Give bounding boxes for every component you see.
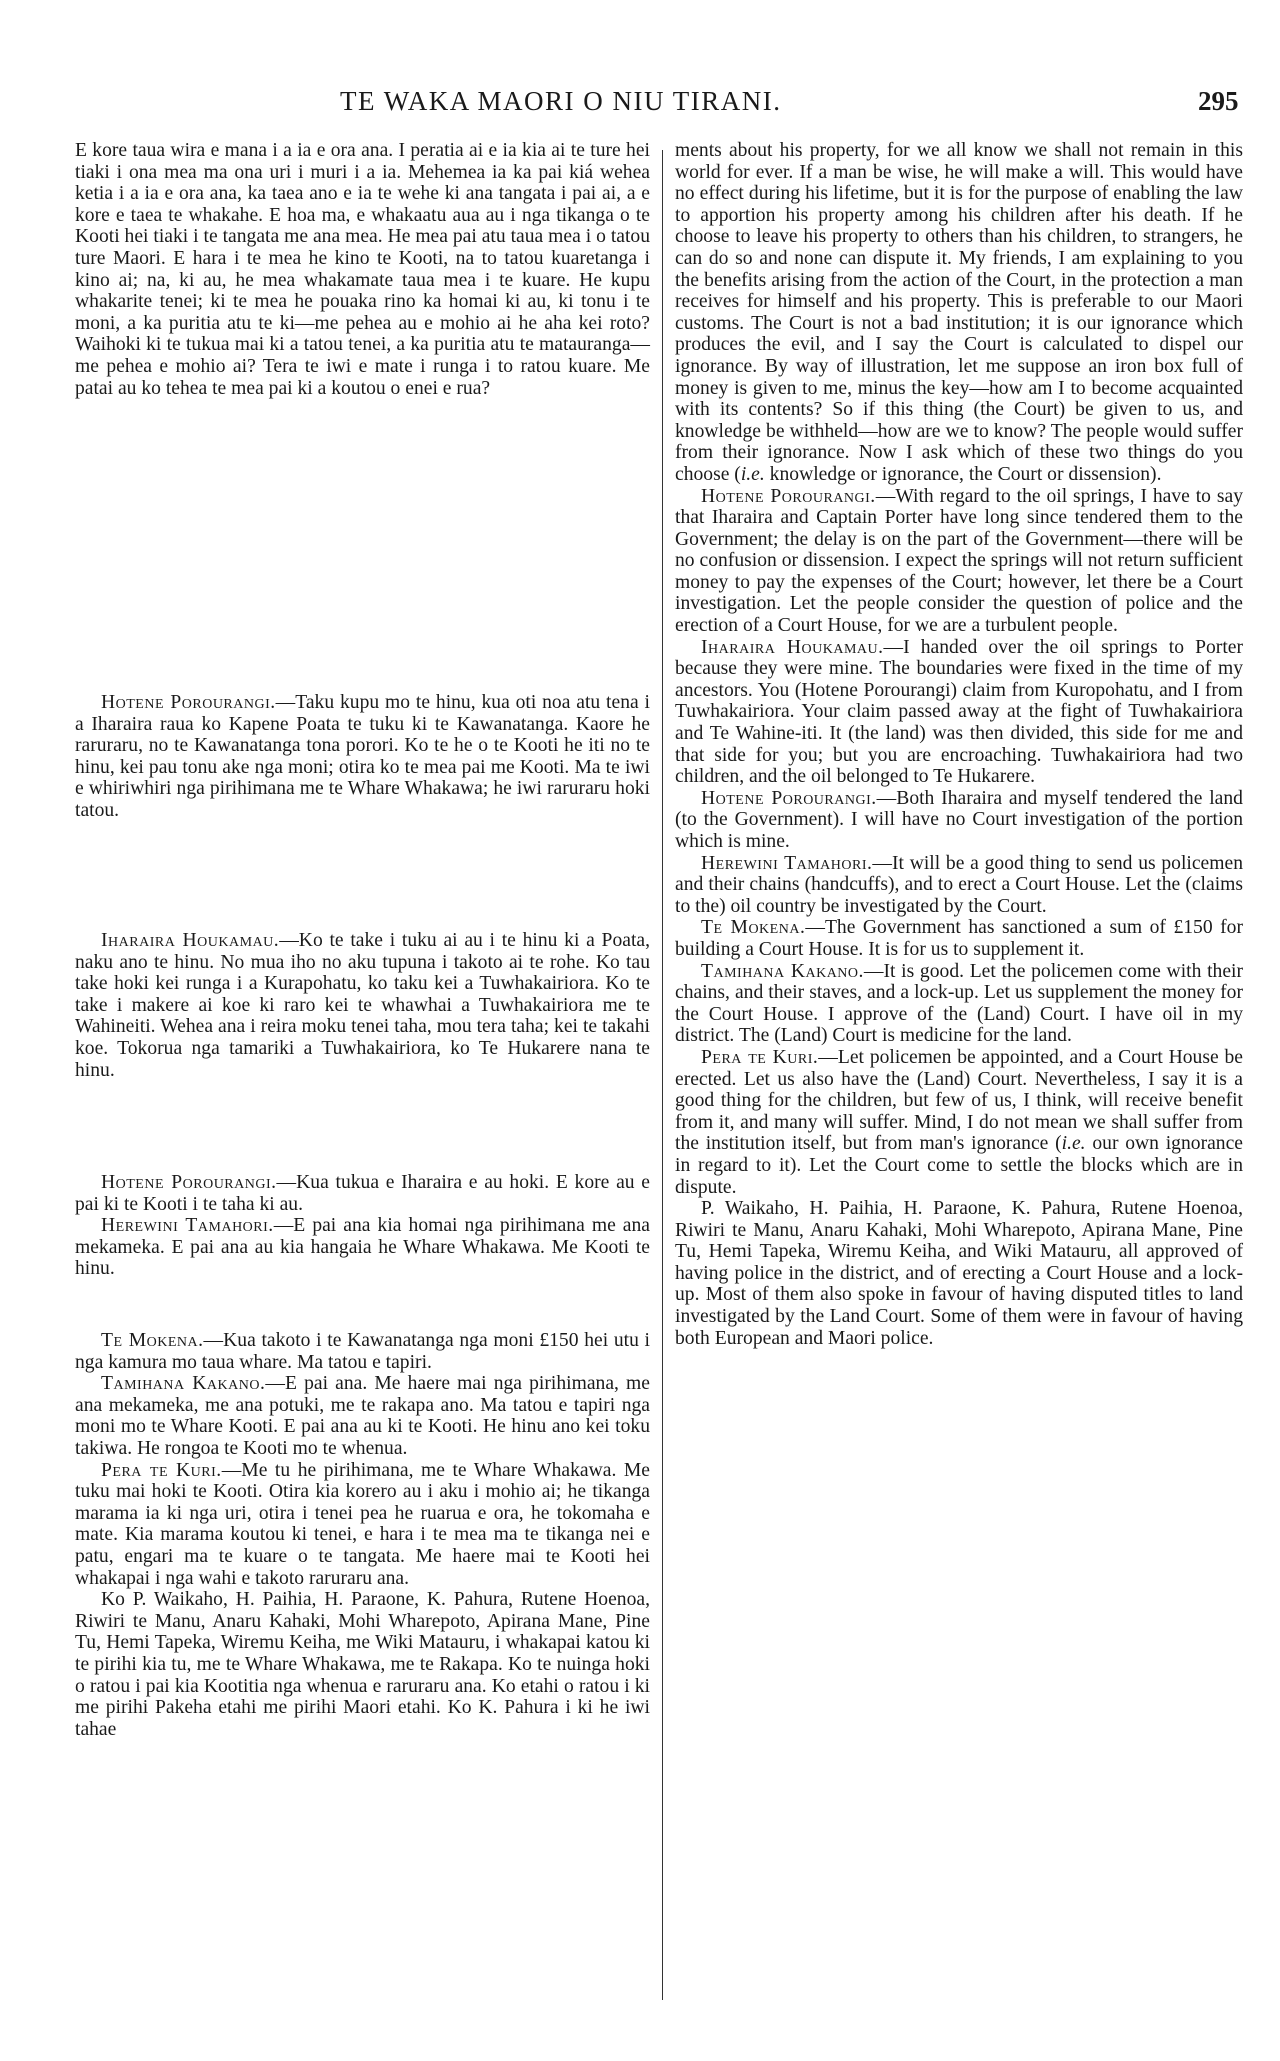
paragraph-text: —With regard to the oil springs, I have to say that Iharaira and Captain Porter have long since tendered them to the Government; the delay is on the part of the Government—there will be no confusion or dissension. I expect the springs will not return sufficient money to pay the expenses of the Court; however, let there be a Court investigation. Let the people consider the question of police and the erection of a Court House, for we are a turbulent people.: [675, 485, 1243, 637]
left-column-maori: [75, 140, 650, 2010]
page-header: [0, 86, 1280, 126]
paragraph-text: —Ko te take i tuku ai au i te hinu ki a Poata, naku ano te hinu. No mua iho no aku tupuna i takoto ai te rohe. Ko tau take hoki kei runga i a Kurapohatu, ko taku kei a Tuwhakairiora. Ko te take i makere ai koe ki raro kei te whawhai a Tuwhakairiora me te Wahineiti. Wehea ana i reira moku tenei taha, mou tera taha; kei te takahi koe. Tokorua nga tamariki a Tuwhakairiora, ko Te Hukarere nana te hinu.: [75, 930, 650, 1081]
paragraph-text: E kore taua wira e mana i a ia e ora ana. I peratia ai e ia kia ai te ture hei tiaki i ona mea ma ona uri i muri i a ia. Mehemea ia ka pai kiá wehea ketia i a ia e ora ana, ka taea ano e ia te wehe ki ana tangata i pai ai, a e kore e taea te whakahe. E hoa ma, e whakaatu aua au i nga tikanga o te Kooti hei tiaki i te tangata me ana mea. He mea pai atu taua mea i o tatou ture Maori. E hara i te mea he kino te Kooti, na to tatou kuaretanga i kino ai; na, ki au, he mea whakamate taua mea i te kuare. He kupu whakarite tenei; ki te mea he pouaka rino ka homai ki au, ki tonu i te moni, a ka puritia atu te ki—me pehea au e mohio ai he aha kei roto? Waihoki ki te tukua mai ki a tatou tenei, a ka puritia atu te matauranga—me pehea e mohio ai? Tera te iwi e mate i runga i to ratou kuare. Me patai au ko tehea te mea pai ki a koutou o enei e rua?: [75, 140, 650, 399]
speaker-name: Tamihana Kakano.: [701, 960, 864, 982]
paragraph-text: our own ignorance in regard to it). Let the Court come to settle the blocks which are in dispute.: [675, 1133, 1243, 1198]
column-divider: [662, 150, 663, 2000]
paragraph: [675, 853, 1243, 918]
speaker-name: Iharaira Houkamau.: [701, 636, 884, 658]
paragraph: [675, 1047, 1243, 1198]
paragraph: [75, 1172, 650, 1280]
paragraph-text: Ko P. Waikaho, H. Paihia, H. Paraone, K. Pahura, Rutene Hoenoa, Riwiri te Manu, Anaru Kahaki, Mohi Wharepoto, Apirana Mane, Pine Tu, Hemi Tapeka, Wiremu Keiha, me Wiki Matauru, i whakapai katou ki te pirihi kia tu, me te Whare Whakawa, me te Rakapa. Ko te nuinga hoki o ratou i pai kia Kootitia nga whenua e raruraru ana. Ko etahi o ratou i ki me pirihi Pakeha etahi me pirihi Maori etahi. Ko K. Pahura i ki he iwi tahae: [75, 1589, 650, 1740]
page-number: 295: [1198, 86, 1239, 116]
paragraph-text: —Both Iharaira and myself tendered the land (to the Government). I will have no Court investigation of the portion which is mine.: [675, 787, 1243, 852]
speaker-name: Pera te Kuri.: [701, 1046, 819, 1068]
speaker-name: Hotene Porourangi.: [101, 1172, 277, 1193]
paragraph-text: —Me tu he pirihimana, me te Whare Whakawa. Me tuku mai hoki te Kooti. Otira kia korero au i aku i mohio ai; he tikanga marama ia ki nga uri, otira i tenei pea he ruarua e ora, he tokomaha e mate. Kia marama koutou ki tenei, e hara i te mea ma te tikanga nei e patu, engari ma te kuare o te tangata. Me haere mai te Kooti hei whakapai i nga wahi e takoto raruraru ana.: [75, 1459, 650, 1589]
paragraph: [75, 692, 650, 822]
italic-text: i.e.: [1061, 1133, 1086, 1155]
paragraph-text: knowledge or ignorance, the Court or dissension).: [764, 463, 1162, 485]
paragraph-text: —Let policemen be appointed, and a Court House be erected. Let us also have the (Land) Court. Nevertheless, I say it is a good thing for the children, but few of us, I think, will receive benefit from it, and many will suffer. Mind, I do not mean we shall suffer from the institution itself, but from man's ignorance (: [675, 1046, 1243, 1155]
paragraph: [675, 788, 1243, 853]
paragraph: [675, 961, 1243, 1047]
paragraph-text: —E pai ana. Me haere mai nga pirihimana, me ana mekameka, me ana potuki, me te rakapa ano. Ma tatou e tapiri nga moni mo te Whare Kooti. E pai ana au ki te Kooti. He hinu ano kei toku takiwa. He rongoa te Kooti mo te whenua.: [75, 1373, 650, 1459]
paragraph-text: P. Waikaho, H. Paihia, H. Paraone, K. Pahura, Rutene Hoenoa, Riwiri te Manu, Anaru Kahaki, Mohi Wharepoto, Apirana Mane, Pine Tu, Hemi Tapeka, Wiremu Keiha, and Wiki Matauru, all approved of having police in the district, and of erecting a Court House and a lock-up. Most of them also spoke in favour of having disputed titles to land investigated by the Land Court. Some of them were in favour of having both European and Maori police.: [675, 1198, 1243, 1349]
paragraph-text: —It will be a good thing to send us policemen and their chains (handcuffs), and to erect a Court House. Let the (claims to the) oil country be investigated by the Court.: [675, 852, 1243, 917]
right-column-english: [675, 140, 1243, 2010]
speaker-name: Te Mokena.: [101, 1330, 204, 1351]
paragraph-text: —E pai ana kia homai nga pirihimana me ana mekameka. E pai ana au kia hangaia he Whare Whakawa. Me Kooti te hinu.: [75, 1215, 650, 1280]
paragraph-text: —I handed over the oil springs to Porter because they were mine. The boundaries were fixed in the time of my ancestors. You (Hotene Porourangi) claim from Kuropohatu, and I from Tuwhakairiora. Your claim passed away at the fight of Tuwhakairiora and Te Wahine-iti. It (the land) was then divided, this side for me and that side for you; but you are encroaching. Tuwhakairiora had two children, and the oil belonged to Te Hukarere.: [675, 636, 1243, 788]
paragraph: [675, 1198, 1243, 1349]
paragraph: [75, 930, 650, 1081]
speaker-name: Herewini Tamahori.: [701, 852, 873, 874]
speaker-name: Herewini Tamahori.: [101, 1215, 274, 1237]
paragraph-text: —Kua takoto i te Kawanatanga nga moni £150 hei utu i nga kamura mo taua whare. Ma tatou e tapiri.: [75, 1330, 651, 1373]
paragraph-text: ments about his property, for we all know we shall not remain in this world for ever. If a man be wise, he will make a will. This would have no effect during his lifetime, but it is for the purpose of enabling the law to apportion his property among his children after his death. If he choose to leave his property to others than his children, to strangers, he can do so and none can dispute it. My friends, I am explaining to you the benefits arising from the action of the Court, in the protection a man receives for himself and his property. This is preferable to our Maori customs. The Court is not a bad institution; it is our ignorance which produces the evil, and I say the Court is calculated to dispel our ignorance. By way of illustration, let me suppose an iron box full of money is given to me, minus the key—how am I to become acquainted with its contents? So if this thing (the Court) be given to us, and knowledge be withheld—how are we to know? The people would suffer from their ignorance. Now I ask which of these two things do you choose (: [675, 140, 1243, 485]
speaker-name: Te Mokena.: [701, 917, 806, 939]
paragraph: [75, 140, 650, 399]
speaker-name: Hotene Porourangi.: [701, 485, 876, 507]
speaker-name: Hotene Porourangi.: [101, 692, 276, 713]
speaker-name: Pera te Kuri.: [101, 1459, 222, 1481]
paragraph-text: —Kua tukua e Iharaira e au hoki. E kore au e pai ki te Kooti i te taha ki au.: [75, 1172, 650, 1215]
paragraph-text: —It is good. Let the policemen come with their chains, and their staves, and a lock-up. Let us supplement the money for the Court House. I approve of the (Land) Court. I have oil in my district. The (Land) Court is medicine for the land.: [675, 960, 1243, 1047]
italic-text: i.e.: [740, 463, 765, 485]
paragraph: [675, 486, 1243, 637]
paragraph: [675, 917, 1243, 960]
paragraph: [75, 1330, 650, 1740]
speaker-name: Hotene Porourangi.: [701, 787, 877, 809]
paragraph-text: —Taku kupu mo te hinu, kua oti noa atu tena i a Iharaira raua ko Kapene Poata te tuku ki te Kawanatanga. Kaore he raruraru, no te Kawanatanga tona porori. Ko te he o te Kooti he iti no te hinu, kei pau tonu ake nga moni; otira ko te mea pai me Kooti. Ma te iwi e whiriwhiri nga pirihimana me te Whare Whakawa; he iwi raruraru hoki tatou.: [75, 692, 650, 821]
speaker-name: Iharaira Houkamau.: [101, 930, 280, 951]
running-title: TE WAKA MAORI O NIU TIRANI.: [340, 86, 782, 116]
paragraph-text: —The Government has sanctioned a sum of £150 for building a Court House. It is for us to supplement it.: [675, 917, 1243, 960]
paragraph: [675, 140, 1243, 486]
paragraph: [675, 637, 1243, 788]
speaker-name: Tamihana Kakano.: [101, 1373, 266, 1395]
